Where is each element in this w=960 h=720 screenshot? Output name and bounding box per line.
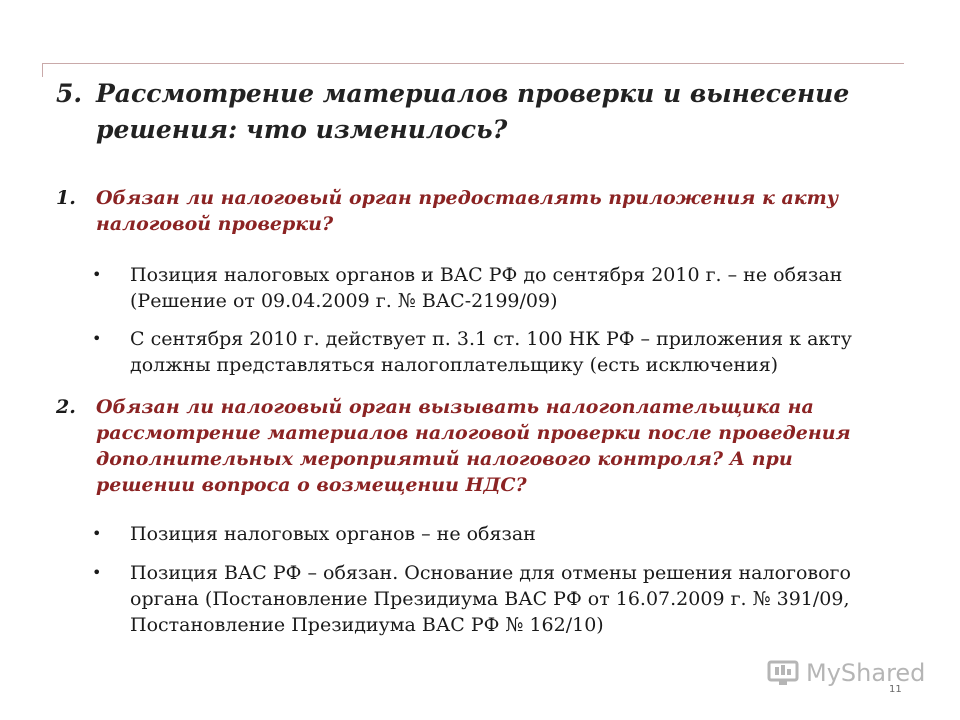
bullet-text: С сентября 2010 г. действует п. 3.1 ст. 100 НК РФ – приложения к акту должны представляться налогоплательщику (есть исключения) <box>130 328 852 376</box>
bullet-item <box>92 560 922 638</box>
question-2 <box>56 394 896 498</box>
bullet-item <box>92 521 922 547</box>
bullet-item <box>92 262 922 314</box>
question-2-text: Обязан ли налоговый орган вызывать налогоплательщика на рассмотрение материалов налоговой проверки после проведения дополнительных мероприятий налогового контроля? А при решении вопроса о возмещении НДС? <box>96 396 851 496</box>
myshared-logo-icon <box>766 658 800 688</box>
question-1 <box>56 185 896 237</box>
slide-title <box>56 76 896 148</box>
question-1-text: Обязан ли налоговый орган предоставлять приложения к акту налоговой проверки? <box>96 187 839 235</box>
frame-top-line <box>42 63 904 64</box>
bullet-dot: • <box>92 524 102 543</box>
title-text: Рассмотрение материалов проверки и вынесение решения: что изменилось? <box>96 79 850 144</box>
bullet-dot: • <box>92 265 102 284</box>
bullet-text: Позиция налоговых органов и ВАС РФ до сентября 2010 г. – не обязан (Решение от 09.04.2009 г. № ВАС-2199/09) <box>130 264 843 312</box>
bullet-text: Позиция налоговых органов – не обязан <box>130 523 536 545</box>
watermark-text: MyShared <box>806 659 926 687</box>
bullet-dot: • <box>92 329 102 348</box>
bullet-text: Позиция ВАС РФ – обязан. Основание для отмены решения налогового органа (Постановление Президиума ВАС РФ от 16.07.2009 г. № 391/09, Постановление Президиума ВАС РФ № 162/10) <box>130 562 851 636</box>
question-2-number: 2. <box>56 396 76 418</box>
title-number: 5. <box>56 79 83 108</box>
question-1-number: 1. <box>56 187 76 209</box>
frame-left-tick <box>42 63 43 77</box>
bullet-item <box>92 326 922 378</box>
page-number: 11 <box>889 684 902 695</box>
bullet-dot: • <box>92 563 102 582</box>
